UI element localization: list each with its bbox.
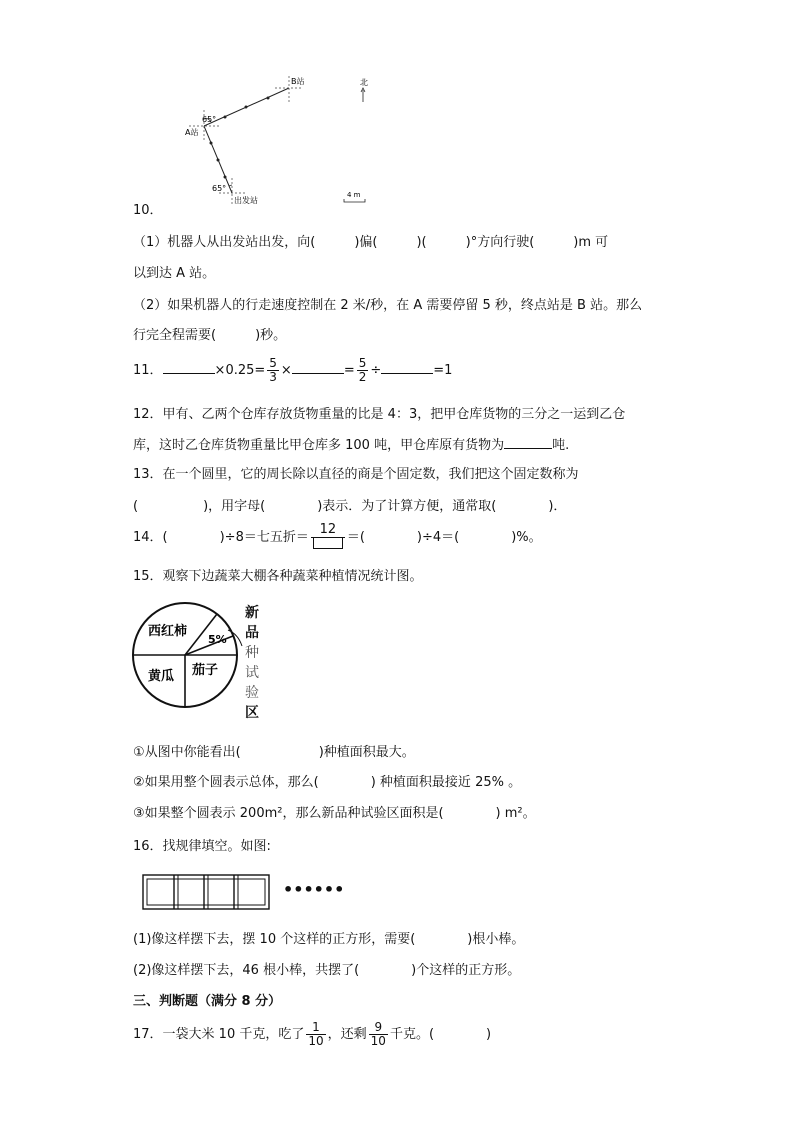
q14-fraction-num: 12 xyxy=(311,522,345,538)
q15-sub2: ②如果用整个圆表示总体，那么( ) 种植面积最接近 25% 。 xyxy=(133,775,522,790)
q16-sub1: (1)像这样摆下去，摆 10 个这样的正方形，需要( )根小棒。 xyxy=(133,932,525,947)
route-dot xyxy=(267,97,270,100)
q17-fraction-1-den: 10 xyxy=(308,1034,324,1048)
route-dot xyxy=(210,142,213,145)
q11-div: ÷ xyxy=(370,363,382,378)
pie-side-char: 品 xyxy=(245,625,259,641)
pie-side-char: 新 xyxy=(245,605,259,621)
q14-part1: 14．( )÷8＝七五折＝ xyxy=(133,530,309,545)
label-start-station: 出发站 xyxy=(234,196,258,205)
q17-fraction-2-den: 10 xyxy=(370,1034,386,1048)
q14-part2: ＝( )÷4＝( )%。 xyxy=(346,530,542,545)
q11-fraction-1-den: 3 xyxy=(269,370,277,384)
q11-fraction-2-den: 2 xyxy=(358,370,367,384)
pie-side-char: 验 xyxy=(245,685,259,701)
label-north: 北 xyxy=(360,78,368,87)
q17-part2: ，还剩 xyxy=(327,1027,367,1042)
pie-side-char: 种 xyxy=(245,645,259,661)
q17-part1: 17．一袋大米 10 千克，吃了 xyxy=(133,1027,305,1042)
q13-line2: ( )，用字母( )表示．为了计算方便，通常取( )． xyxy=(133,499,567,514)
q11-fraction-2-num: 5 xyxy=(358,356,367,370)
q11-prefix: 11． xyxy=(133,363,163,378)
q11-fraction-2 xyxy=(357,357,369,384)
q14-fraction xyxy=(311,522,345,553)
scale-bar xyxy=(344,199,365,202)
pie-label-cucumber: 黄瓜 xyxy=(148,669,175,684)
q13-line1: 13．在一个圆里，它的周长除以直径的商是个固定数，我们把这个固定数称为 xyxy=(133,467,579,482)
q11-blank-2[interactable] xyxy=(292,361,344,374)
pie-label-pct: 5% xyxy=(208,633,227,646)
q17-fraction-1 xyxy=(306,1021,325,1048)
q15-title: 15．观察下边蔬菜大棚各种蔬菜种植情况统计图。 xyxy=(133,569,423,584)
route-map-diagram xyxy=(175,70,385,210)
q10-part1-line1: （1）机器人从出发站出发，向( )偏( )( )°方向行驶( )m 可 xyxy=(133,235,609,250)
route-dot xyxy=(217,159,220,162)
pie-side-label xyxy=(243,603,261,723)
q11-eq1: =1 xyxy=(433,363,453,378)
pie-side-char: 试 xyxy=(245,665,259,681)
label-station-a: A站 xyxy=(185,128,199,137)
label-scale: 4 m xyxy=(347,191,361,199)
route-dot xyxy=(224,176,227,179)
label-angle-top: 65° xyxy=(202,115,217,124)
q17-fraction-1-num: 1 xyxy=(306,1021,325,1035)
q12-blank[interactable] xyxy=(504,436,552,449)
route-dot xyxy=(224,116,227,119)
angle-arc-start xyxy=(229,185,232,186)
q16-sub2: (2)像这样摆下去，46 根小棒，共摆了( )个这样的正方形。 xyxy=(133,963,521,978)
matchstick-squares-figure xyxy=(140,872,280,914)
route-dot xyxy=(245,106,248,109)
matchstick-frame xyxy=(143,875,269,909)
q15-sub3: ③如果整个圆表示 200m²，那么新品种试验区面积是( ) m²。 xyxy=(133,806,536,821)
q11-eq: = xyxy=(343,363,355,378)
pie-label-eggplant: 茄子 xyxy=(192,663,219,678)
q17-line xyxy=(133,1018,491,1052)
q16-continuation-dots: •••••• xyxy=(283,880,345,899)
q11-fraction-1-num: 5 xyxy=(269,356,277,370)
q11-times-025: ×0.25= xyxy=(214,363,266,378)
q11-equation xyxy=(133,356,452,386)
q12-unit: 吨. xyxy=(552,438,570,453)
q11-times: × xyxy=(280,363,292,378)
pie-label-tomato: 西红柿 xyxy=(148,624,188,639)
q10-part2-line2: 行完全程需要( )秒。 xyxy=(133,328,287,343)
q10-part1-line2: 以到达 A 站。 xyxy=(133,266,216,281)
q16-title: 16．找规律填空。如图: xyxy=(133,839,271,854)
label-station-b: B站 xyxy=(291,77,305,86)
q14-equation xyxy=(133,522,542,554)
q10-part2-line1: （2）如果机器人的行走速度控制在 2 米/秒，在 A 需要停留 5 秒，终点站是 B 站。那么 xyxy=(133,298,643,313)
label-angle-bottom: 65° xyxy=(212,184,227,193)
matchstick-inner xyxy=(147,879,265,905)
q12-line2-text: 库，这时乙仓库货物重量比甲仓库多 100 吨，甲仓库原有货物为 xyxy=(133,438,505,453)
q17-part3: 千克。( ) xyxy=(389,1027,492,1042)
q11-blank-1[interactable] xyxy=(163,361,215,374)
q11-fraction-1 xyxy=(267,357,279,384)
q11-blank-3[interactable] xyxy=(381,361,433,374)
q17-fraction-2-num: 9 xyxy=(369,1021,388,1035)
q14-fraction-den-blank[interactable] xyxy=(311,538,345,553)
q10-number: 10． xyxy=(133,203,163,218)
q12-line1: 12．甲有、乙两个仓库存放货物重量的比是 4：3，把甲仓库货物的三分之一运到乙仓 xyxy=(133,407,626,422)
pie-side-char: 区 xyxy=(245,705,259,721)
q17-fraction-2 xyxy=(369,1021,388,1048)
section-3-heading: 三、判断题（满分 8 分） xyxy=(133,994,282,1009)
q12-line2 xyxy=(133,436,569,455)
q15-sub1: ①从图中你能看出( )种植面积最大。 xyxy=(133,745,415,760)
